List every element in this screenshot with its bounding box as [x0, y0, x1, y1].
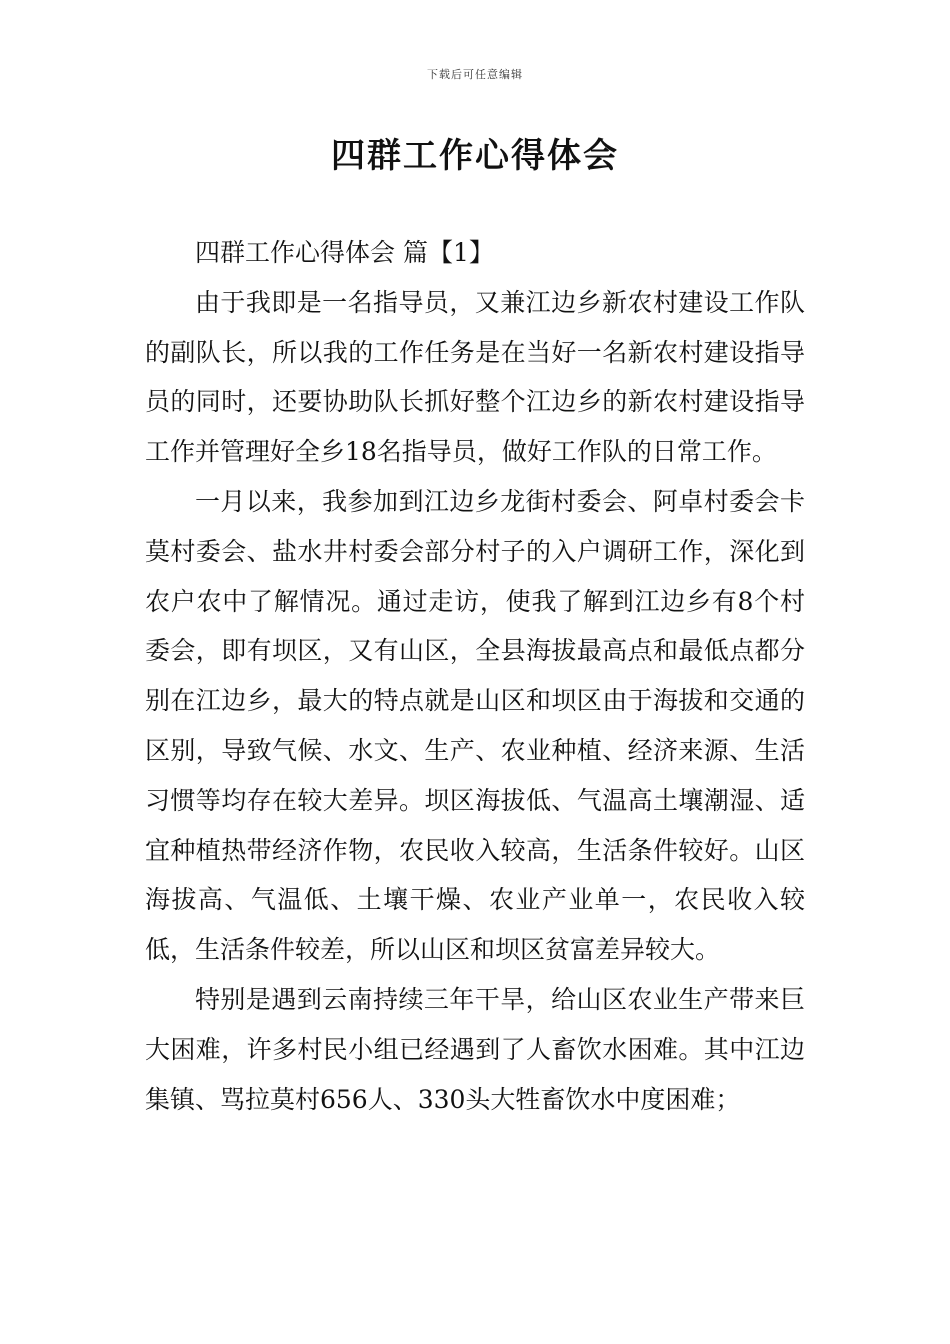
document-body — [145, 228, 805, 1124]
paragraph-3: 特别是遇到云南持续三年干旱，给山区农业生产带来巨大困难，许多村民小组已经遇到了人畜饮水困难。其中江边集镇、骂拉莫村656人、330头大牲畜饮水中度困难； — [145, 984, 805, 1114]
document-title: 四群工作心得体会 — [331, 136, 619, 176]
header-note: 下载后可任意编辑 — [427, 68, 523, 81]
paragraph-2: 一月以来，我参加到江边乡龙街村委会、阿卓村委会卡莫村委会、盐水井村委会部分村子的入户调研工作，深化到农户农中了解情况。通过走访，使我了解到江边乡有8个村委会，即有坝区，又有山区，全县海拔最高点和最低点都分别在江边乡，最大的特点就是山区和坝区由于海拔和交通的区别，导致气候、水文、生产、农业种植、经济来源、生活习惯等均存在较大差异。坝区海拔低、气温高土壤潮湿、适宜种植热带经济作物，农民收入较高，生活条件较好。山区海拔高、气温低、土壤干燥、农业产业单一，农民收入较低，生活条件较差，所以山区和坝区贫富差异较大。 — [145, 486, 805, 965]
section-heading: 四群工作心得体会 篇【1】 — [195, 238, 494, 267]
paragraph-1: 由于我即是一名指导员，又兼江边乡新农村建设工作队的副队长，所以我的工作任务是在当好一名新农村建设指导员的同时，还要协助队长抓好整个江边乡的新农村建设指导工作并管理好全乡18名指导员，做好工作队的日常工作。 — [145, 287, 805, 467]
